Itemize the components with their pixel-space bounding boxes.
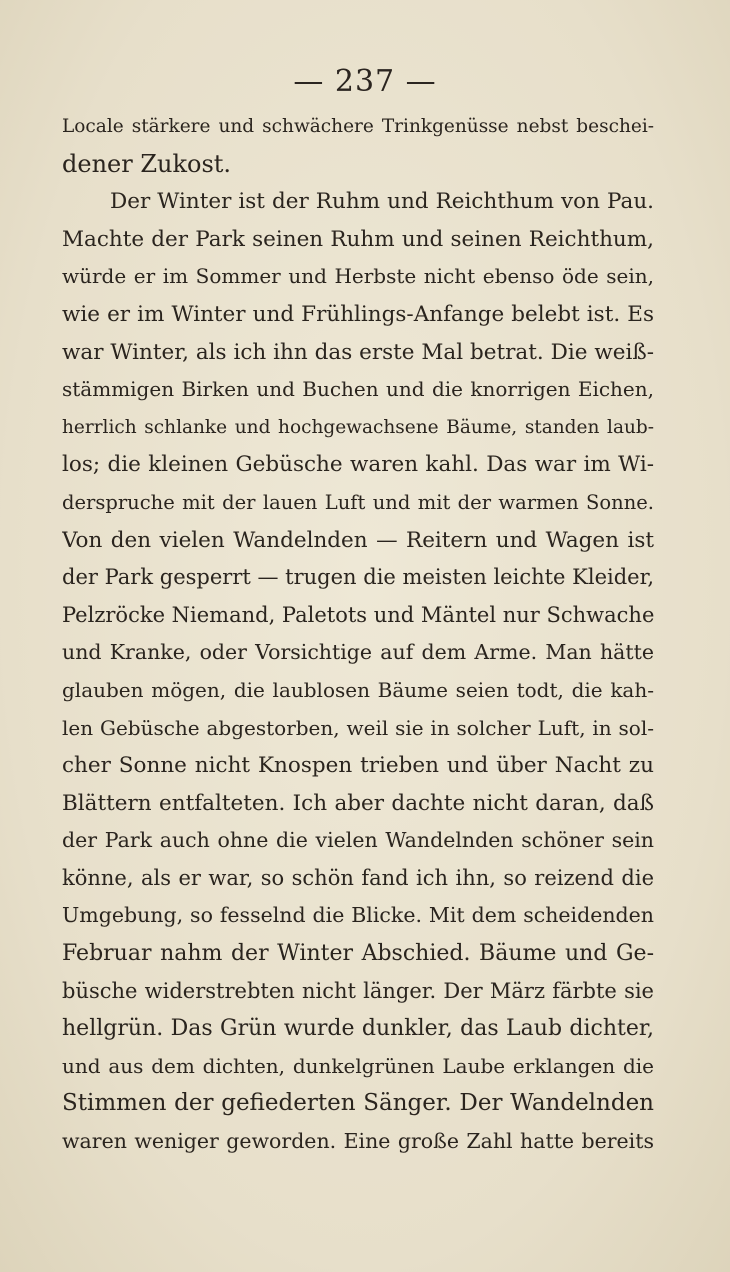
page-number: — 237 — (293, 64, 437, 99)
text-line: dener Zukost. (62, 149, 232, 178)
text-line: Locale stärkere und schwächere Trinkgenüsse nebst beschei- (62, 116, 654, 137)
text-line: wie er im Winter und Frühlings-Anfange belebt ist. Es (62, 301, 654, 327)
text-line: Februar nahm der Winter Abschied. Bäume und Ge- (62, 941, 654, 967)
text-line: und Kranke, oder Vorsichtige auf dem Arme. Man hätte (62, 640, 654, 665)
text-line: Pelzröcke Niemand, Paletots und Mäntel nur Schwache (62, 602, 654, 627)
text-line: derspruche mit der lauen Luft und mit der warmen Sonne. (62, 490, 654, 514)
text-line: waren weniger geworden. Eine große Zahl hatte bereits (62, 1129, 654, 1154)
text-line: glauben mögen, die laublosen Bäume seien todt, die kah- (62, 677, 654, 702)
text-line: Umgebung, so fesselnd die Blicke. Mit dem scheidenden (62, 903, 654, 928)
text-line: Blättern entfalteten. Ich aber dachte nicht daran, daß (62, 790, 654, 816)
text-line: Stimmen der gefiederten Sänger. Der Wandelnden (62, 1090, 654, 1117)
text-line: büsche widerstrebten nicht länger. Der März färbte sie (62, 978, 654, 1003)
text-line: würde er im Sommer und Herbste nicht ebenso öde sein, (62, 264, 654, 289)
text-line: und aus dem dichten, dunkelgrünen Laube erklangen die (62, 1053, 654, 1078)
text-line: cher Sonne nicht Knospen trieben und über Nacht zu (62, 753, 654, 779)
text-line: der Park gesperrt — trugen die meisten leichte Kleider, (62, 565, 654, 590)
text-line: herrlich schlanke und hochgewachsene Bäume, standen laub- (62, 416, 654, 438)
body-text (62, 108, 654, 1161)
text-line: könne, als er war, so schön fand ich ihn, so reizend die (62, 865, 654, 890)
text-line: los; die kleinen Gebüsche waren kahl. Das war im Wi- (62, 452, 654, 478)
text-line: hellgrün. Das Grün wurde dunkler, das Laub dichter, (62, 1016, 654, 1042)
text-line: Der Winter ist der Ruhm und Reichthum von Pau. (110, 189, 654, 215)
text-line: Von den vielen Wandelnden — Reitern und Wagen ist (62, 527, 654, 553)
text-line: war Winter, als ich ihn das erste Mal betrat. Die weiß- (62, 339, 654, 365)
text-line: Machte der Park seinen Ruhm und seinen Reichthum, (62, 226, 654, 252)
text-line: len Gebüsche abgestorben, weil sie in solcher Luft, in sol- (62, 715, 654, 740)
text-line: stämmigen Birken und Buchen und die knorrigen Eichen, (62, 377, 654, 402)
text-line: der Park auch ohne die vielen Wandelnden schöner sein (62, 828, 654, 853)
